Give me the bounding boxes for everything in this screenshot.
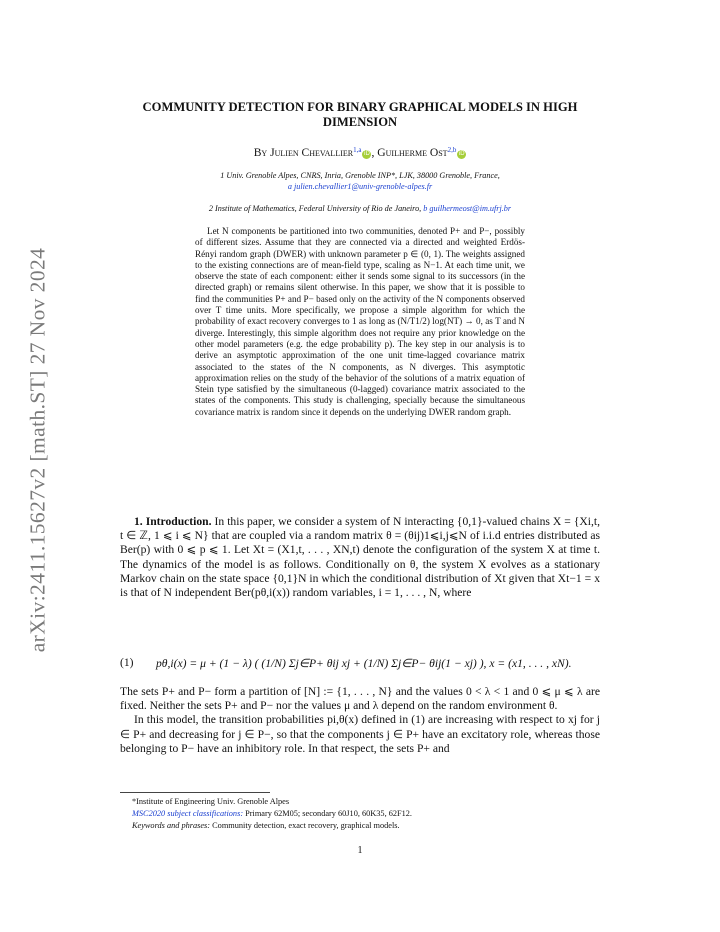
author-separator: , <box>371 146 378 159</box>
section-heading: 1. Introduction. <box>134 515 212 528</box>
author-2-sup: 2,b <box>447 146 457 154</box>
arxiv-sidebar-stamp <box>18 235 58 665</box>
footnote-msc <box>132 808 592 820</box>
equation-number: (1) <box>120 656 134 669</box>
msc-link[interactable]: MSC2020 subject classifications: <box>132 809 244 818</box>
abstract-text: Let N components be partitioned into two communities, denoted P+ and P−, possibly of different sizes. Assume that they are connected via a directed and weighted Erdös-Rényi random graph (DWER) with unknown parameter p ∈ (0, 1). The weights assigned to the existing connections are of mean-field type, scaling as N−1. At each time unit, we observe the state of each component: either it sends some signal to its successors (in the directed graph) or remains silent otherwise. In this paper, we show that it is possible to find the communities P+ and P− based only on the activity of the N components observed over T time units. More specifically, we propose a simple algorithm for which the probability of exact recovery converges to 1 as long as (N/T1/2) log(NT) → 0, as T and N diverge. Interestingly, this simple algorithm does not require any prior knowledge on the other model parameters (e.g. the edge probability p). The key step in our analysis is to derive an asymptotic approximation of the one unit time-lagged covariance matrix associated to the states of the N components, as N diverges. This asymptotic approximation relies on the study of the behavior of the solutions of a matrix equation of Stein type satisfied by the simultaneous (0-lagged) covariance matrix associated to the states of the components. This study is challenging, specially because the simultaneous covariance matrix is random since it depends on the underlying DWER random graph. <box>195 226 525 417</box>
introduction-continued <box>120 685 600 756</box>
intro-paragraph-2: The sets P+ and P− form a partition of [N] := {1, . . . , N} and the values 0 < λ < 1 and 0 ⩽ μ ⩽ λ are fixed. Neither the sets P+ and P− nor the values μ and λ depend on the random environment θ. <box>120 685 600 713</box>
title-line-1: COMMUNITY DETECTION FOR BINARY GRAPHICAL MODELS IN HIGH <box>142 100 578 114</box>
author-2-name: Guilherme Ost <box>377 146 448 159</box>
affiliation-1-email[interactable]: a julien.chevallier1@univ-grenoble-alpes.fr <box>287 182 433 191</box>
affiliation-2 <box>120 203 600 214</box>
affiliation-2-email[interactable]: b guilhermeost@im.ufrj.br <box>423 204 512 213</box>
orcid-icon[interactable]: iD <box>458 151 465 157</box>
affiliation-1-text: 1 Univ. Grenoble Alpes, CNRS, Inria, Grenoble INP*, LJK, 38000 Grenoble, France, <box>220 171 500 180</box>
intro-paragraph-3: In this model, the transition probabilities pi,θ(x) defined in (1) are increasing with respect to xj for j ∈ P+ and decreasing for j ∈ P−, so that the components j ∈ P+ have an excitatory role, whereas those belonging to P− have an inhibitory role. In that respect, the sets P+ and <box>120 713 600 755</box>
page-number: 1 <box>357 845 363 856</box>
author-1-name: Julien Chevallier <box>270 146 354 159</box>
affiliation-1 <box>120 170 600 192</box>
author-prefix: By <box>253 146 271 159</box>
abstract <box>195 226 525 418</box>
keywords-label: Keywords and phrases: <box>132 821 211 830</box>
author-1-sup: 1,a <box>353 146 362 154</box>
footnote-keywords <box>132 820 592 832</box>
msc-text: Primary 62M05; secondary 60J10, 60K35, 62F12. <box>243 809 413 818</box>
arxiv-id-text: arXiv:2411.15627v2 [math.ST] 27 Nov 2024 <box>25 247 50 653</box>
orcid-icon[interactable]: iD <box>364 151 370 157</box>
paper-title <box>120 100 600 130</box>
author-line <box>120 146 600 159</box>
affiliation-2-text: 2 Institute of Mathematics, Federal University of Rio de Janeiro, <box>208 204 422 213</box>
equation-1 <box>120 648 600 684</box>
equation-body: pθ,i(x) = μ + (1 − λ) ( (1/N) Σj∈P+ θij xj + (1/N) Σj∈P− θij(1 − xj) ), x = (x1, . . . , xN). <box>156 657 572 670</box>
title-line-2: DIMENSION <box>322 115 398 129</box>
keywords-text: Community detection, exact recovery, graphical models. <box>210 821 400 830</box>
footnote-institute: *Institute of Engineering Univ. Grenoble Alpes <box>132 797 290 806</box>
footnote-rule <box>120 792 270 793</box>
intro-paragraph-1: In this paper, we consider a system of N interacting {0,1}-valued chains X = {Xi,t, t ∈ ℤ, 1 ⩽ i ⩽ N} that are coupled via a random matrix θ = (θij)1⩽i,j⩽N of i.i.d entries distributed as Ber(p) with 0 ⩽ p ⩽ 1. Let Xt = (X1,t, . . . , XN,t) denote the configuration of the system X at time t. The dynamics of the model is as follows. Conditionally on θ, the system X evolves as a stationary Markov chain on the state space {0,1}N in which the conditional distribution of Xt given that Xt−1 = x is that of N independent Ber(pθ,i(x)) random variables, i = 1, . . . , N, where <box>120 515 601 600</box>
introduction-section <box>120 515 600 600</box>
